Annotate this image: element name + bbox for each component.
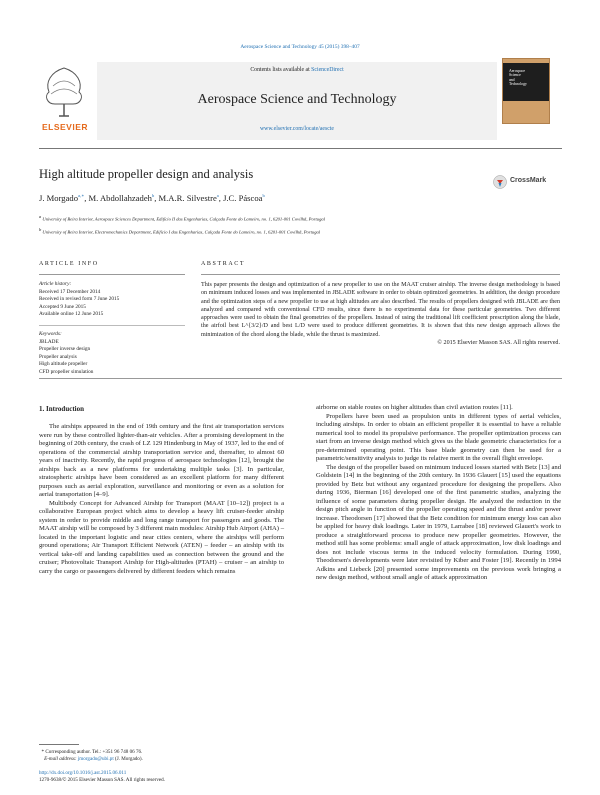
author[interactable]: M. Abdollahzadeh$^b$, xyxy=(88,193,159,203)
front-matter-rule xyxy=(39,378,562,379)
keywords-label: Keywords: xyxy=(39,330,62,337)
history-label: Article history: xyxy=(39,281,72,287)
history-block xyxy=(39,281,185,319)
article-info xyxy=(39,247,185,377)
authors-line xyxy=(39,193,265,203)
abstract-copyright: © 2015 Elsevier Masson SAS. All rights reserved. xyxy=(437,340,560,347)
keyword: Propeller analysis xyxy=(39,353,77,360)
article-title: High altitude propeller design and analysis xyxy=(39,167,254,181)
elsevier-wordmark: ELSEVIER xyxy=(41,122,89,132)
affiliations xyxy=(39,212,559,237)
footnote xyxy=(39,749,284,763)
header-rule xyxy=(39,148,562,149)
author[interactable]: J.C. Páscoa$^b$ xyxy=(223,193,265,203)
footnote-rule xyxy=(39,744,79,745)
cover-word: Technology xyxy=(509,82,527,87)
left-column xyxy=(39,423,284,576)
crossmark-icon xyxy=(493,175,507,189)
keyword: JBLADE xyxy=(39,338,59,345)
email-link[interactable]: jmorgado@ubi.pt xyxy=(77,756,114,762)
crossmark-badge[interactable] xyxy=(493,174,559,190)
doi-link[interactable]: http://dx.doi.org/10.1016/j.ast.2015.06.011 xyxy=(39,770,127,776)
paragraph: Multibody Concept for Advanced Airship for Transport (MAAT [10–12]) project is a collaborative European project which aims to develop a heavy lift cruiser-feeder airship system in order to provide middle and long range transport for passengers and goods. The MAAT airship will be composed by 3 different main modules: Airship Hub Airport (AHA) – located in the important logistic and near cities centers, where the airships will perform ground operations; Air Transport Efficient Network (ATEN) – feeder – an airship with its vertical take-off and landing capabilities used as connection between the ground and the cruiser; Photovoltaic Transport Airship for High-altitudes (PTAH) – cruiser – an airship to carry the cargo or passengers delivered by different feeders which remains xyxy=(39,499,284,575)
contents-line xyxy=(97,67,497,73)
cover-word: Science xyxy=(509,73,521,78)
paragraph: airborne on stable routes on higher altitudes than civil aviation routes [11]. xyxy=(316,404,513,411)
paragraph: The design of the propeller based on minimum induced losses started with Betz [13] and Goldstein [14] in the beginning of the 20th century. In 1936 Glauert [15] used the equations provided by Betz but without any organized procedure for designing the propellers. Also during 1936, Bierman [16] developed one of the first parametric studies, analyzing the influence of some parameters during propeller design. He analyzed the reduction in the design pitch angle in function of the propeller operating speed and the thrust and/or power increase. Theodorsen [17] showed that the Betz condition for minimum energy loss can also be applied for heavy disk loadings. Later in 1979, Larrabee [18] reviewed Glauert's work to produce a straightforward process to produce new propeller geometries. However, the method still has some problems: small angle of attack approximation, low disk loadings and does not include viscous terms in the induced velocity formulation. During 1990, Theodorsen's developments were later revisited by Kiber and Foster [19]. Recently in 1994 Adkins and Liebeck [20] presented some improvements on the previous work bringing a new design method, without small angle of attack approximation xyxy=(316,463,561,581)
keyword: CFD propeller simulation xyxy=(39,368,94,375)
abstract-heading-box xyxy=(201,247,560,275)
cover-word: and xyxy=(509,77,515,82)
author[interactable]: J. Morgado$^{a,∗}$, xyxy=(39,193,89,203)
journal-title: Aerospace Science and Technology xyxy=(197,92,397,107)
history-item: Available online 12 June 2015 xyxy=(39,311,104,318)
journal-url[interactable]: www.elsevier.com/locate/aescte xyxy=(260,126,334,132)
abstract-text: This paper presents the design and optimization of a new propeller to use on the MAAT cruiser airship. The inverse design methodology is based on minimum induced losses and was implemented in JBLADE software in order to obtain optimized geometries. In addition, the design procedure and the optimization steps of a new propeller to use at high altitudes are also described. The results of propellers designed with JBLADE are then analyzed and compared with conventional CFD results, since there is no experimental data for these particular geometries. Two different approaches were used to obtain the final geometries of the propellers. Instead of using the traditional lift coefficient prescription along the blade, the airfoil best L^{3/2}/D and best L/D were used to produce different geometries. It is shown that this new design approach allows the minimization of the chord along the blade, while the thrust is maximized. xyxy=(201,282,560,338)
info-divider xyxy=(39,325,185,326)
history-item: Accepted 9 June 2015 xyxy=(39,303,86,310)
elsevier-tree-logo xyxy=(39,62,89,122)
right-column xyxy=(316,404,561,583)
issn-line: 1270-9638/© 2015 Elsevier Masson SAS. All rights reserved. xyxy=(39,777,165,784)
abstract xyxy=(201,247,560,347)
cover-word: Aerospace xyxy=(509,69,526,73)
keyword: Propeller inverse design xyxy=(39,346,91,353)
paragraph: Propellers have been used as propulsion units in different types of aerial vehicles, including airships. In order to obtain an efficient propeller it is essential to have a reliable numerical tool to model its propulsive performance. The propeller optimization process can start from an inverse design method which gives us the blade geometric characteristics for a pre-determined operating point. This base blade geometry can then be used for a parametric/sensitivity analysis to judge its relative merit in the overall flight envelope. xyxy=(316,412,561,462)
email-line: E-mail address: jmorgado@ubi.pt (J. Morgado). xyxy=(44,756,143,762)
article-info-heading-box xyxy=(39,247,185,275)
cover-title xyxy=(509,69,543,87)
article-info-heading: ARTICLE INFO xyxy=(39,261,99,267)
keywords-block xyxy=(39,331,185,377)
journal-banner xyxy=(97,62,497,140)
journal-cover xyxy=(502,58,550,124)
journal-header xyxy=(39,52,562,142)
affiliation: b University of Beira Interior, Electromechanics Department, Edifício I das Engenharias, Calçada Fonte do Lameiro, no. 1, 6201-001 Covilhã, Portugal xyxy=(39,226,321,235)
contents-prefix: Contents lists available at xyxy=(250,67,312,73)
corresponding-author: * Corresponding author. Tel.: +351 96 748 06 76. xyxy=(39,749,143,755)
affiliation: a University of Beira Interior, Aerospace Sciences Department, Edifício II das Engenharias, Calçada Fonte do Lameiro, no. 1, 6201-001 Covilhã, Portugal xyxy=(39,214,325,222)
history-item: Received 17 December 2014 xyxy=(39,288,101,295)
keyword: High altitude propeller xyxy=(39,361,88,368)
sciencedirect-link[interactable]: ScienceDirect xyxy=(311,67,344,73)
crossmark-label: CrossMark xyxy=(510,177,547,184)
abstract-heading: ABSTRACT xyxy=(201,261,246,267)
paragraph: The airships appeared in the end of 19th century and the first air transportation services were run by these controlled lighter-than-air vehicles. After a promising development in the beginning of 20th century, the crash of LZ 129 Hindenburg in May of 1937, led to the end of operations of the commercial airship transportation service and, thereafter, to almost 60 years of inactivity. Recently, the rapid progress of aerospace technologies [12], brought the airships back as a new platforms for undertaking multiple tasks [3]. In particular, stratospheric airships have been considered as an excellent platform for many different purposes such as aerial exploration, surveillance and monitoring or even as a solution for aerial transportation [4–9]. xyxy=(39,423,284,498)
journal-reference[interactable]: Aerospace Science and Technology 45 (2015) 398–407 xyxy=(240,44,360,50)
doi-block xyxy=(39,770,339,785)
history-item: Received in revised form 7 June 2015 xyxy=(39,296,120,303)
intro-heading: 1. Introduction xyxy=(39,405,84,413)
author[interactable]: M.A.R. Silvestre$^a$, xyxy=(158,193,224,203)
